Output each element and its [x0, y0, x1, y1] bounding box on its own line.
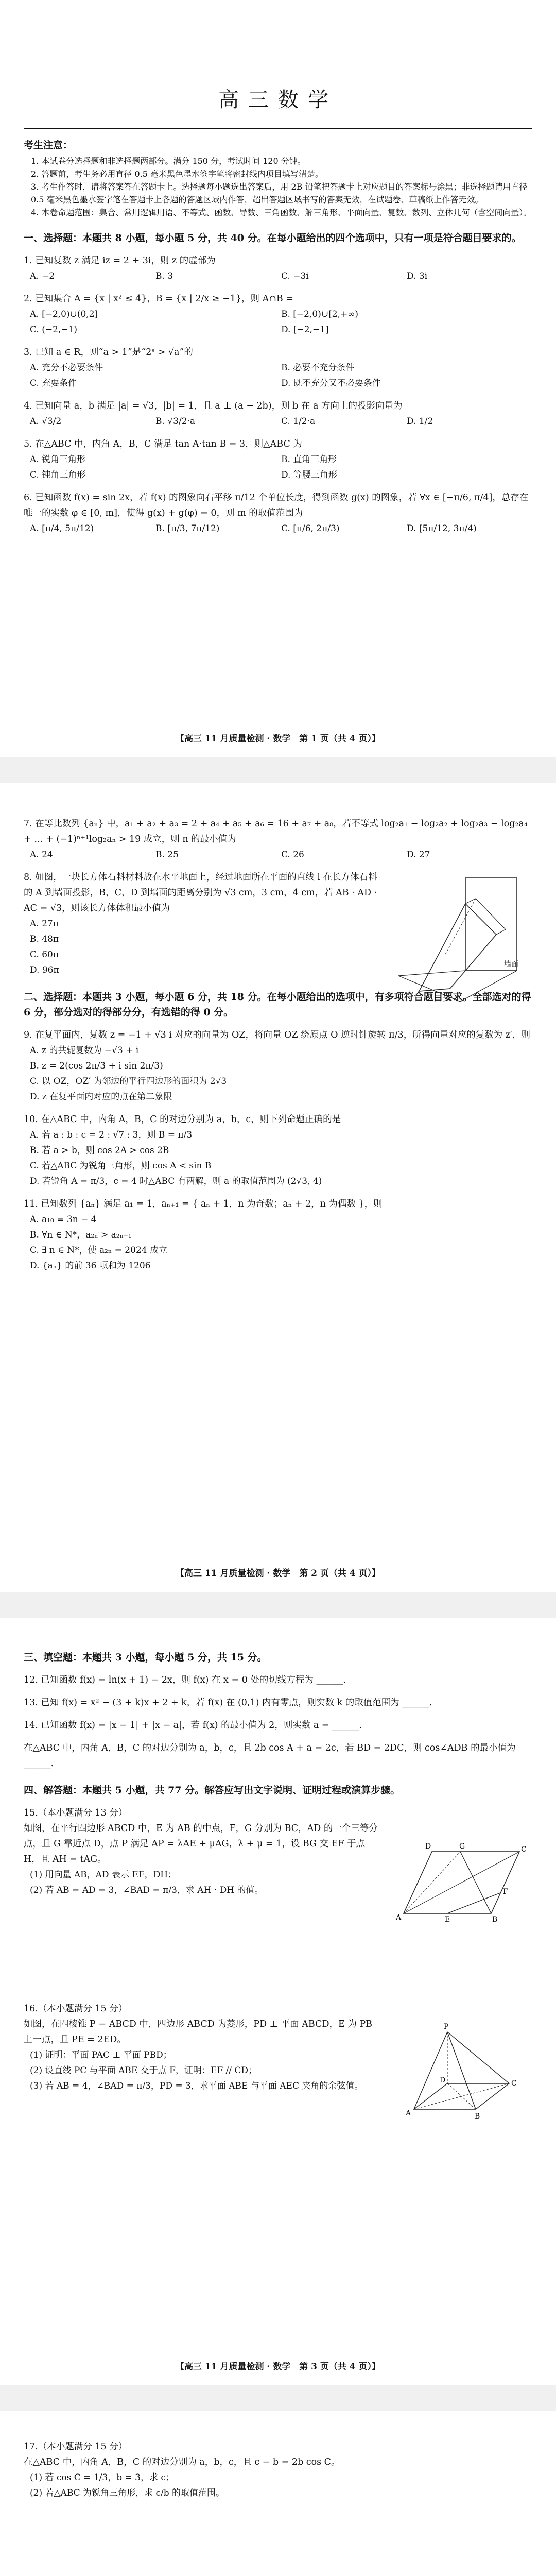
- question-stem: 9. 在复平面内，复数 z = −1 + √3 i 对应的向量为 OZ，将向量 OZ 绕原点 O 逆时针旋转 π/3，所得向量对应的复数为 z′，则: [24, 1030, 530, 1040]
- question-11: [24, 1196, 532, 1274]
- question-1: [24, 253, 532, 284]
- sub-question: (1) 用向量 AB，AD 表示 EF，DH；: [30, 1870, 177, 1880]
- option-b: B. √3/2·a: [155, 416, 196, 427]
- option-a: A. −2: [30, 271, 55, 281]
- question-stem: 1. 已知复数 z 满足 iz = 2 + 3i，则 z 的虚部为: [24, 256, 216, 266]
- question-stem: 8. 如图，一块长方体石料材料放在水平地面上，经过地面所在平面的直线 l 在长方体石料的 A 到墙面投影，B，C，D 到墙面的距离分别为 √3 cm，3 cm，4 cm，若 AB · AD · AC = √3，则该长方体体积最小值为: [24, 872, 377, 913]
- option-a: A. 24: [30, 850, 53, 860]
- option-b: B. z = 2(cos 2π/3 + i sin 2π/3): [30, 1061, 163, 1071]
- sub-question: (2) 若 AB = AD = 3，∠BAD = π/3，求 AH · DH 的值。: [30, 1885, 264, 1895]
- exam-page-1: [0, 0, 556, 757]
- note-item: 3. 考生作答时，请将答案答在答题卡上。选择题每小题选出答案后，用 2B 铅笔把答题卡上对应题目的答案标号涂黑；非选择题请用直径 0.5 毫米黑色墨水签字笔在答题卡上各题的答题区域内作答，超出答题区域书写的答案无效，在试题卷、草稿纸上作答无效。: [31, 182, 528, 205]
- stone-block-figure: [388, 873, 532, 1007]
- question-stem: 4. 已知向量 a，b 满足 |a| = √3，|b| = 1，且 a ⊥ (a − 2b)，则 b 在 a 方向上的投影向量为: [24, 401, 403, 411]
- option-c: C. 26: [281, 850, 304, 860]
- question-9: [24, 1027, 532, 1105]
- option-c: C. 60π: [30, 950, 59, 960]
- option-d: D. 若锐角 A = π/3，c = 4 时△ABC 有两解，则 a 的取值范围为 (2√3, 4): [30, 1176, 322, 1187]
- question-10: [24, 1112, 532, 1189]
- page-footer: 【高三 11 月质量检测 · 数学 第 2 页（共 4 页）】: [175, 1568, 381, 1579]
- exam-title: 高三数学: [218, 88, 338, 112]
- option-d: D. z 在复平面内对应的点在第二象限: [30, 1092, 172, 1102]
- option-d: D. 96π: [30, 965, 59, 975]
- sub-question: (3) 若 AB = 4，∠BAD = π/3，PD = 3，求平面 ABE 与平面 AEC 夹角的余弦值。: [30, 2081, 363, 2091]
- question-16: [24, 2001, 532, 2156]
- svg-text:C: C: [521, 1845, 527, 1854]
- question-stem: 7. 在等比数列 {aₙ} 中，a₁ + a₂ + a₃ = 2 + a₄ + a₅ + a₆ = 16 + a₇ + a₈，若不等式 log₂a₁ − log₂a₂ + log₂a₃ − log₂a₄ + … + (−1)ⁿ⁺¹log₂aₙ > 19 成立，则 n 的最小值为: [24, 819, 528, 844]
- option-c: C. 1/2·a: [281, 416, 316, 427]
- section-heading: 一、选择题：本题共 8 小题，每小题 5 分，共 40 分。在每小题给出的四个选项中，只有一项是符合题目要求的。: [24, 232, 522, 244]
- question-7: [24, 816, 532, 862]
- page-footer: 【高三 11 月质量检测 · 数学 第 3 页（共 4 页）】: [175, 2362, 381, 2372]
- question-stem: 如图，在平行四边形 ABCD 中，E 为 AB 的中点，F，G 分别为 BC，AD 的一个三等分点，且 G 靠近点 D，点 P 满足 AP = λAE + μAG，λ + μ = 1，设 BG 交 EF 于点 H，且 AH = tAG。: [24, 1823, 378, 1865]
- question-4: [24, 398, 532, 429]
- option-c: C. (−2,−1): [30, 325, 77, 335]
- svg-text:F: F: [503, 1888, 508, 1896]
- pyramid-figure: [398, 2022, 522, 2130]
- option-d: D. [5π/12, 3π/4): [407, 523, 477, 534]
- notes-heading: 考生注意：: [24, 140, 73, 151]
- option-c: C. 充要条件: [30, 378, 77, 388]
- question-stem: 3. 已知 a ∈ R，则“a > 1”是“2ᵃ > √a”的: [24, 347, 193, 358]
- section-heading: 三、填空题：本题共 3 小题，每小题 5 分，共 15 分。: [24, 1652, 267, 1663]
- option-d: D. 1/2: [407, 416, 433, 427]
- option-b: B. 必要不充分条件: [281, 363, 355, 373]
- option-a: A. [π/4, 5π/12): [30, 523, 94, 534]
- option-a: A. a₁₀ = 3n − 4: [30, 1214, 97, 1225]
- option-a: A. 锐角三角形: [30, 454, 86, 465]
- option-a: A. [−2,0)∪(0,2]: [30, 309, 98, 319]
- svg-text:P: P: [444, 2023, 449, 2031]
- note-item: 2. 答题前，考生务必用直径 0.5 毫米黑色墨水签字笔将密封线内项目填写清楚。: [31, 169, 323, 179]
- option-c: C. ∃ n ∈ N*，使 a₂ₙ = 2024 成立: [30, 1245, 167, 1256]
- option-b: B. 48π: [30, 934, 59, 944]
- option-d: D. 27: [407, 850, 430, 860]
- title-divider: [24, 128, 532, 129]
- svg-text:C: C: [511, 2079, 517, 2088]
- option-c: C. 若△ABC 为锐角三角形，则 cos A < sin B: [30, 1161, 212, 1171]
- exam-page-4: [0, 2411, 556, 2576]
- option-d: D. 3i: [407, 271, 428, 281]
- question-3: [24, 345, 532, 391]
- note-item: 1. 本试卷分选择题和非选择题两部分。满分 150 分，考试时间 120 分钟。: [31, 156, 306, 166]
- option-a: A. 若 a : b : c = 2 : √7 : 3，则 B = π/3: [30, 1130, 193, 1140]
- question-2: [24, 291, 532, 337]
- question-14: 14. 已知函数 f(x) = |x − 1| + |x − a|，若 f(x) 的最小值为 2，则实数 a = ______.: [24, 1720, 362, 1731]
- question-head: 16.（本小题满分 15 分）: [24, 2004, 128, 2014]
- option-c: C. −3i: [281, 271, 309, 281]
- exam-page-3: [0, 1618, 556, 2385]
- exam-page-2: [0, 783, 556, 1592]
- option-d: D. 既不充分又不必要条件: [281, 378, 381, 388]
- question-stem: 如图，在四棱锥 P − ABCD 中，四边形 ABCD 为菱形，PD ⊥ 平面 ABCD，E 为 PB 上一点，且 PE = 2ED。: [24, 2019, 373, 2045]
- option-b: B. [π/3, 7π/12): [155, 523, 220, 534]
- question-stem: 2. 已知集合 A = {x | x² ≤ 4}，B = {x | 2/x ≥ −1}，则 A∩B =: [24, 294, 293, 304]
- svg-text:D: D: [440, 2076, 446, 2084]
- option-a: A. √3/2: [30, 416, 62, 427]
- svg-text:E: E: [445, 1916, 450, 1924]
- option-a: A. 充分不必要条件: [30, 363, 103, 373]
- section-heading: 二、选择题：本题共 3 小题，每小题 6 分，共 18 分。在每小题给出的选项中，有多项符合题目要求。全部选对的得 6 分，部分选对的得部分分，有选错的得 0 分。: [24, 991, 531, 1018]
- question-17: [24, 2439, 532, 2501]
- sub-question: (1) 证明：平面 PAC ⊥ 平面 PBD；: [30, 2050, 172, 2060]
- option-b: B. 若 a > b，则 cos 2A > cos 2B: [30, 1145, 169, 1156]
- option-a: A. 27π: [30, 919, 59, 929]
- svg-text:A: A: [396, 1913, 402, 1922]
- option-b: B. [−2,0)∪[2,+∞): [281, 309, 358, 319]
- option-d: D. {aₙ} 的前 36 项和为 1206: [30, 1261, 151, 1271]
- figure-label-wall: 墙面: [504, 960, 518, 969]
- question-8: [24, 870, 532, 978]
- option-d: D. 等腰三角形: [281, 470, 337, 480]
- option-c: C. [π/6, 2π/3): [281, 523, 340, 534]
- option-b: B. ∀n ∈ N*，a₂ₙ > a₂ₙ₋₁: [30, 1230, 132, 1240]
- option-b: B. 25: [155, 850, 179, 860]
- sub-question: (2) 若△ABC 为锐角三角形，求 c/b 的取值范围。: [30, 2488, 224, 2498]
- option-b: B. 3: [155, 271, 173, 281]
- option-b: B. 直角三角形: [281, 454, 337, 465]
- section-heading: 四、解答题：本题共 5 小题，共 77 分。解答应写出文字说明、证明过程或演算步骤。: [24, 1785, 401, 1796]
- question-6: [24, 490, 532, 536]
- svg-text:B: B: [475, 2112, 480, 2121]
- question-head: 15.（本小题满分 13 分）: [24, 1808, 128, 1818]
- option-c: C. 以 OZ，OZ′ 为邻边的平行四边形的面积为 2√3: [30, 1076, 227, 1087]
- svg-text:A: A: [406, 2109, 411, 2117]
- option-a: A. z 的共轭复数为 −√3 + i: [30, 1045, 139, 1056]
- question-stem: 10. 在△ABC 中，内角 A，B，C 的对边分别为 a，b，c，则下列命题正确的是: [24, 1114, 341, 1125]
- question-stem: 在△ABC 中，内角 A，B，C 的对边分别为 a，b，c，且 c − b = 2b cos C。: [24, 2457, 340, 2467]
- page-footer: 【高三 11 月质量检测 · 数学 第 1 页（共 4 页）】: [175, 734, 381, 744]
- question-5: [24, 436, 532, 483]
- question-12: 12. 已知函数 f(x) = ln(x + 1) − 2x，则 f(x) 在 x = 0 处的切线方程为 ______.: [24, 1675, 346, 1685]
- note-item: 4. 本卷命题范围：集合、常用逻辑用语、不等式、函数、导数、三角函数、解三角形、平面向量、复数、数列、立体几何（含空间向量）。: [31, 208, 532, 217]
- option-c: C. 钝角三角形: [30, 470, 86, 480]
- svg-text:B: B: [492, 1916, 498, 1924]
- svg-text:G: G: [459, 1842, 465, 1851]
- question-13: 13. 已知 f(x) = x² − (3 + k)x + 2 + k，若 f(x) 在 (0,1) 内有零点，则实数 k 的取值范围为 ______.: [24, 1698, 432, 1708]
- parallelogram-figure: [393, 1836, 527, 1924]
- option-d: D. [−2,−1]: [281, 325, 329, 335]
- sub-question: (2) 设直线 PC 与平面 ABE 交于点 F，证明：EF // CD；: [30, 2065, 257, 2076]
- question-14-extra: 在△ABC 中，内角 A，B，C 的对边分别为 a，b，c，且 2b cos A + a = 2c，若 BD = 2DC，则 cos∠ADB 的最小值为 ______.: [24, 1743, 516, 1769]
- question-15: [24, 1805, 532, 1939]
- sub-question: (1) 若 cos C = 1/3，b = 3，求 c；: [30, 2472, 175, 2483]
- question-stem: 11. 已知数列 {aₙ} 满足 a₁ = 1，aₙ₊₁ = { aₙ + 1，n 为奇数；aₙ + 2，n 为偶数 }，则: [24, 1199, 383, 1209]
- question-stem: 5. 在△ABC 中，内角 A，B，C 满足 tan A·tan B = 3，则△ABC 为: [24, 439, 302, 449]
- svg-text:D: D: [425, 1842, 431, 1851]
- question-stem: 6. 已知函数 f(x) = sin 2x，若 f(x) 的图象向右平移 π/12 个单位长度，得到函数 g(x) 的图象，若 ∀x ∈ [−π/6, π/4]，总存在唯一的实数 φ ∈ [0, m]，使得 g(x) + g(φ) = 0，则 m 的取值范围为: [24, 493, 529, 518]
- question-head: 17.（本小题满分 15 分）: [24, 2442, 128, 2452]
